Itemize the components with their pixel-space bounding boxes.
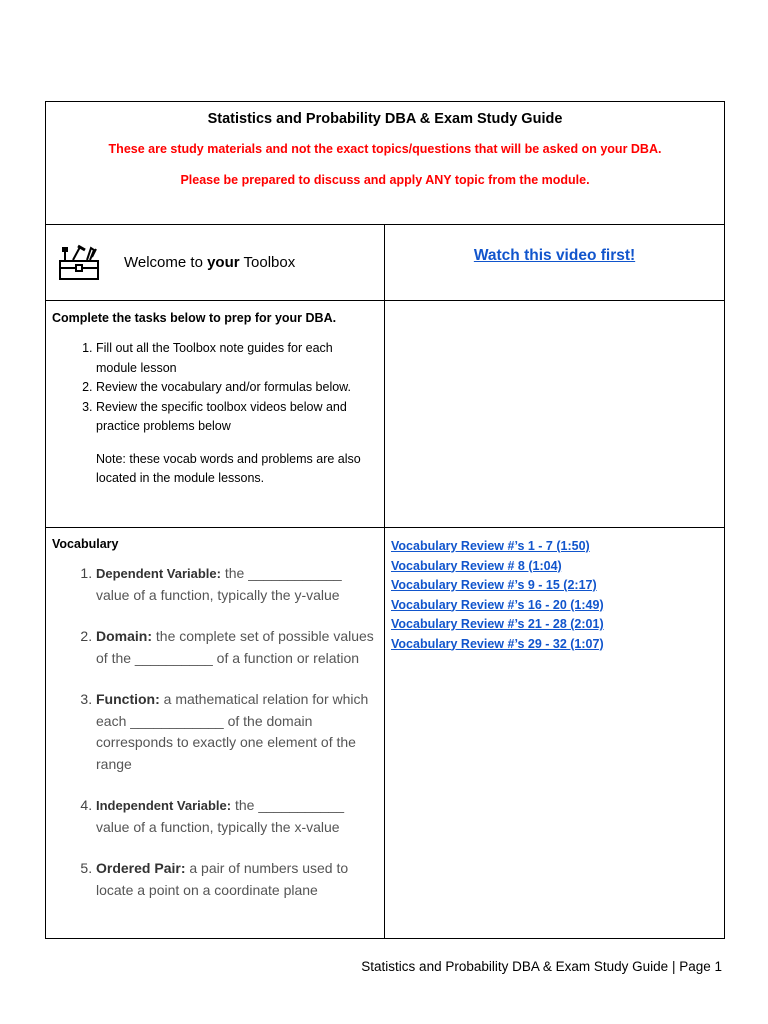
header-row — [46, 102, 725, 225]
vocab-item — [96, 689, 384, 775]
vocab-definition: a pair of numbers used to locate a point on a coordinate plane — [96, 860, 349, 898]
toolbox-icon — [56, 244, 102, 282]
vocab-item — [96, 795, 384, 838]
vocab-term: Independent Variable: — [96, 798, 232, 813]
empty-cell — [385, 301, 725, 528]
vocab-term: Function: — [96, 691, 160, 707]
video-cell — [385, 225, 725, 301]
welcome-emphasis: your — [207, 254, 240, 271]
review-links-cell — [385, 528, 725, 939]
vocab-definition: the ___________ value of a function, typically the x-value — [96, 797, 344, 835]
tasks-cell — [46, 301, 385, 528]
vocabulary-list — [52, 563, 384, 901]
vocab-term: Dependent Variable: — [96, 566, 221, 581]
review-links-list — [385, 528, 724, 654]
tasks-note: Note: these vocab words and problems are also located in the module lessons. — [96, 451, 361, 485]
vocab-item — [96, 563, 384, 606]
vocabulary-heading: Vocabulary — [52, 537, 119, 551]
welcome-row — [46, 225, 725, 301]
vocab-term: Ordered Pair: — [96, 860, 186, 876]
vocab-item — [96, 626, 384, 669]
welcome-suffix: Toolbox — [239, 254, 296, 271]
header-cell — [46, 102, 725, 225]
tasks-heading: Complete the tasks below to prep for your DBA. — [52, 311, 337, 325]
vocab-definition: the complete set of possible values of the __________ of a function or relation — [96, 628, 374, 666]
tasks-row — [46, 301, 725, 528]
vocab-review-link[interactable]: Vocabulary Review #’s 1 - 7 (1:50) — [391, 539, 590, 553]
vocab-review-link[interactable]: Vocabulary Review #’s 16 - 20 (1:49) — [391, 597, 604, 612]
vocabulary-cell — [46, 528, 385, 939]
task-item: 1. Fill out all the Toolbox note guides for each module lesson — [96, 339, 384, 378]
page-footer: Statistics and Probability DBA & Exam Study Guide | Page 1 — [361, 959, 722, 974]
vocab-review-link[interactable]: Vocabulary Review # 8 (1:04) — [391, 558, 562, 573]
document-title: Statistics and Probability DBA & Exam Study Guide — [207, 111, 563, 127]
vocabulary-row — [46, 528, 725, 939]
vocab-term: Domain: — [96, 628, 152, 644]
welcome-heading — [124, 254, 295, 271]
vocab-definition: the ____________ value of a function, typically the y-value — [96, 565, 342, 603]
vocab-review-link[interactable]: Vocabulary Review #’s 9 - 15 (2:17) — [391, 578, 597, 592]
study-guide-table — [45, 101, 725, 939]
watch-video-link[interactable]: Watch this video first! — [473, 247, 636, 264]
preparation-notice: Please be prepared to discuss and apply ANY topic from the module. — [180, 173, 590, 187]
vocab-item — [96, 858, 384, 901]
vocab-review-link[interactable]: Vocabulary Review #’s 29 - 32 (1:07) — [391, 636, 604, 651]
welcome-prefix: Welcome to — [124, 254, 208, 271]
vocab-definition: a mathematical relation for which each ____________ of the domain corresponds to exactly one element of the range — [96, 691, 369, 772]
vocab-review-link[interactable]: Vocabulary Review #’s 21 - 28 (2:01) — [391, 617, 604, 631]
disclaimer-text: These are study materials and not the exact topics/questions that will be asked on your DBA. — [108, 142, 662, 156]
tasks-list — [52, 339, 384, 437]
task-item: 3. Review the specific toolbox videos below and practice problems below — [96, 398, 384, 437]
welcome-cell — [46, 225, 385, 301]
task-item: 2. Review the vocabulary and/or formulas below. — [96, 378, 384, 398]
